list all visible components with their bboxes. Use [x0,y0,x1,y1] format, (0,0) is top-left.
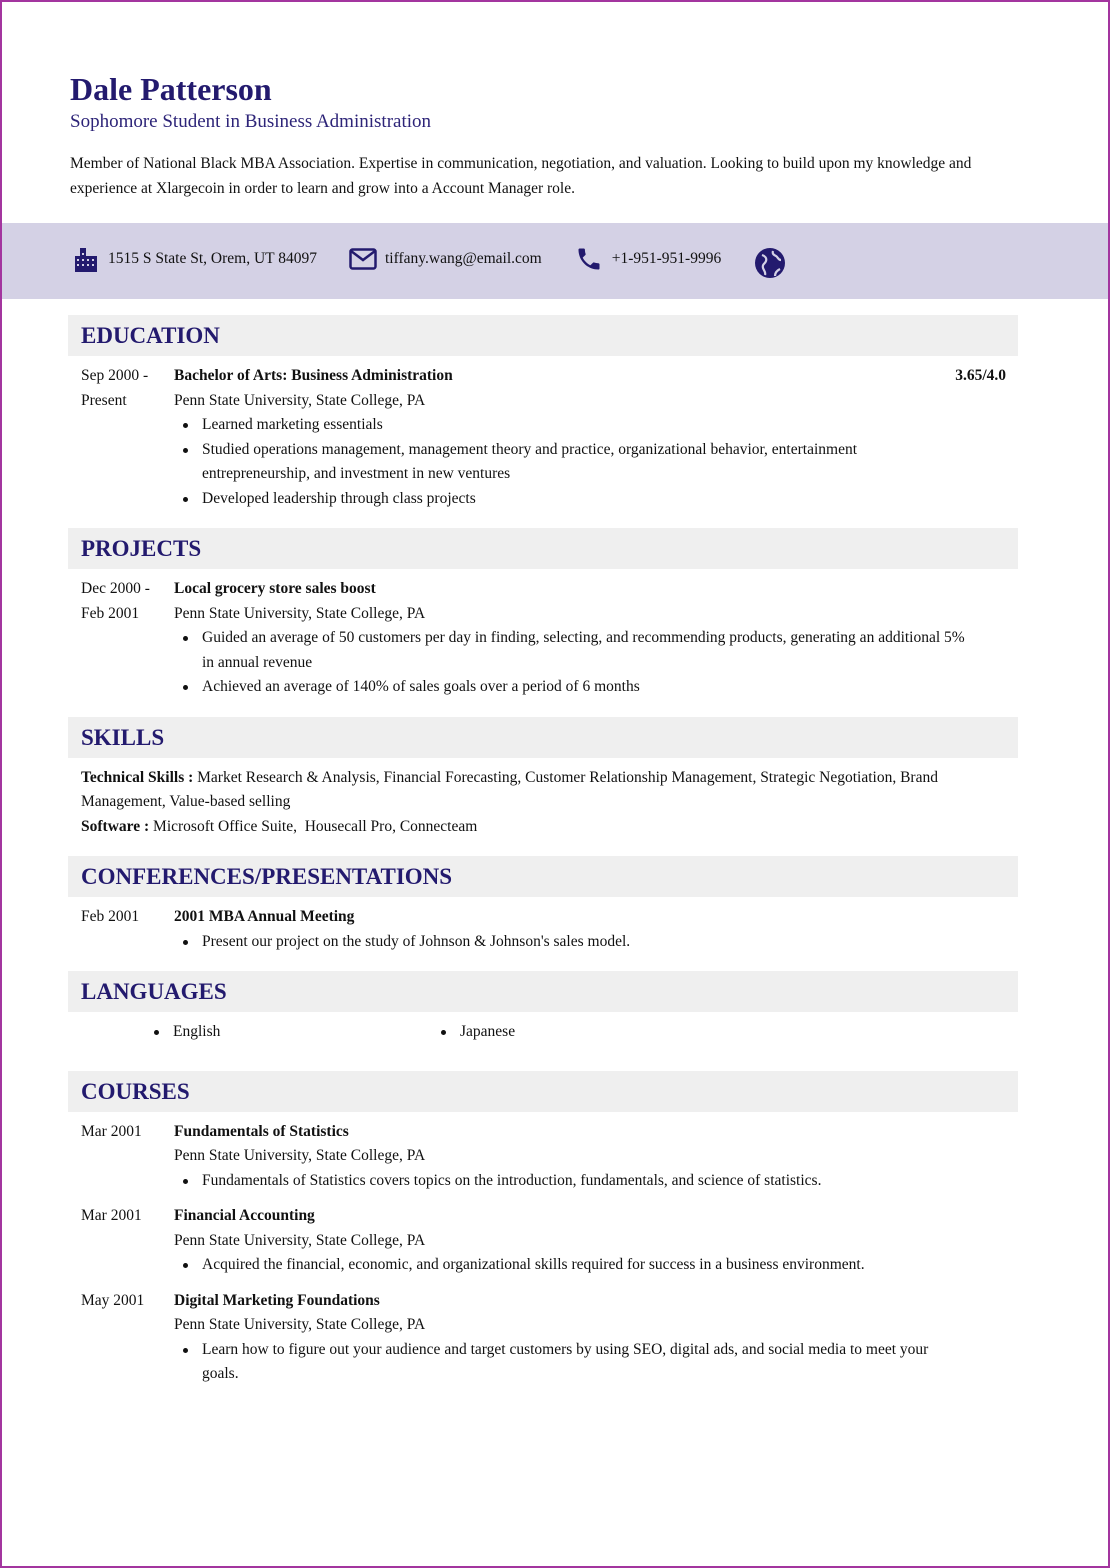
section-heading: COURSES [68,1071,1018,1112]
technical-skills [81,766,978,815]
email-link[interactable]: tiffany.wang@email.com [384,250,542,267]
course-entry [68,1289,1018,1387]
language-item: English [154,1020,441,1045]
value: Market Research & Analysis, Financial Forecasting, Customer Relationship Management, Strategic Negotiation, Brand Management, Value-based selling [81,768,938,810]
bullet-list [174,1169,1006,1194]
courses-section [68,1071,1018,1387]
date-start: Sep 2000 - [81,367,149,384]
bullet-list [174,1253,1006,1278]
education-entry [68,364,1018,511]
project-entry [68,577,1018,700]
degree-title: Bachelor of Arts: Business Administration [174,367,453,384]
summary: Member of National Black MBA Association. Expertise in communication, negotiation, and valuation. Looking to build upon my knowledge and experience at Xlargecoin in order to learn and grow into a Account Manager role. [70,155,972,197]
list-item: Studied operations management, management theory and practice, organizational behavior, entertainment entrepreneurship, and investment in new ventures [183,438,886,487]
section-heading: SKILLS [68,717,1018,758]
contact-email[interactable] [349,248,542,270]
value: Microsoft Office Suite, Housecall Pro, Connecteam [149,817,478,835]
building-icon [72,246,100,272]
conference-entry [68,905,1018,954]
bullet-list [174,1338,968,1387]
course-entry [68,1204,1018,1278]
date: Mar 2001 [81,1122,142,1140]
institution: Penn State University, State College, PA [174,391,426,409]
date-end: Feb 2001 [81,604,140,622]
date: May 2001 [81,1291,145,1309]
globe-icon[interactable] [753,246,787,280]
list-item: Present our project on the study of Johnson & Johnson's sales model. [183,930,1006,955]
resume-body [68,315,1018,1404]
language-list [68,1020,1018,1045]
institution: Penn State University, State College, PA [174,1316,426,1333]
label: Technical Skills : [81,768,194,786]
section-heading: PROJECTS [68,528,1018,569]
bullet-list [174,930,1006,955]
list-item: Developed leadership through class projects [183,487,886,512]
section-heading: CONFERENCES/PRESENTATIONS [68,856,1018,897]
gpa: 3.65/4.0 [955,367,1006,384]
project-title: Local grocery store sales boost [174,580,376,597]
bullet-list [174,413,1006,511]
conference-title: 2001 MBA Annual Meeting [174,908,355,925]
section-heading: EDUCATION [68,315,1018,356]
phone-icon [574,245,604,273]
list-item: Guided an average of 50 customers per day in finding, selecting, and recommending products, generating an additional 5% in annual revenue [183,626,978,675]
bullet-list [174,626,978,700]
candidate-name: Dale Patterson [70,71,272,107]
label: Software : [81,817,150,835]
phone-text[interactable]: +1-951-951-9996 [611,250,722,267]
contact-website[interactable] [753,238,795,280]
header [2,2,992,201]
list-item: Learned marketing essentials [183,413,886,438]
languages-section [68,971,1018,1045]
course-title: Fundamentals of Statistics [174,1122,349,1140]
date-end: Present [81,391,127,409]
institution: Penn State University, State College, PA [174,604,426,622]
section-heading: LANGUAGES [68,971,1018,1012]
course-title: Financial Accounting [174,1207,315,1224]
education-section [68,315,1018,511]
institution: Penn State University, State College, PA [174,1147,426,1164]
language-item: Japanese [441,1020,728,1045]
course-entry [68,1120,1018,1194]
list-item: Achieved an average of 140% of sales goals over a period of 6 months [183,675,978,700]
list-item: Fundamentals of Statistics covers topics on the introduction, fundamentals, and science of statistics. [183,1169,1006,1194]
institution: Penn State University, State College, PA [174,1231,426,1249]
projects-section [68,528,1018,700]
candidate-role: Sophomore Student in Business Administration [70,111,432,132]
date: Feb 2001 [81,908,140,925]
course-title: Digital Marketing Foundations [174,1291,380,1309]
list-item: Learn how to figure out your audience and target customers by using SEO, digital ads, and social media to meet your goals. [183,1338,968,1387]
list-item: Acquired the financial, economic, and organizational skills required for success in a business environment. [183,1253,1006,1278]
address-text: 1515 S State St, Orem, UT 84097 [108,250,317,267]
conferences-section [68,856,1018,954]
software-skills [81,815,978,840]
skills-section [68,717,1018,840]
contact-address [72,246,317,272]
date: Mar 2001 [81,1207,142,1224]
contact-band [2,223,1108,299]
date-start: Dec 2000 - [81,580,150,597]
contact-phone[interactable] [574,245,721,273]
mail-icon [349,248,377,270]
